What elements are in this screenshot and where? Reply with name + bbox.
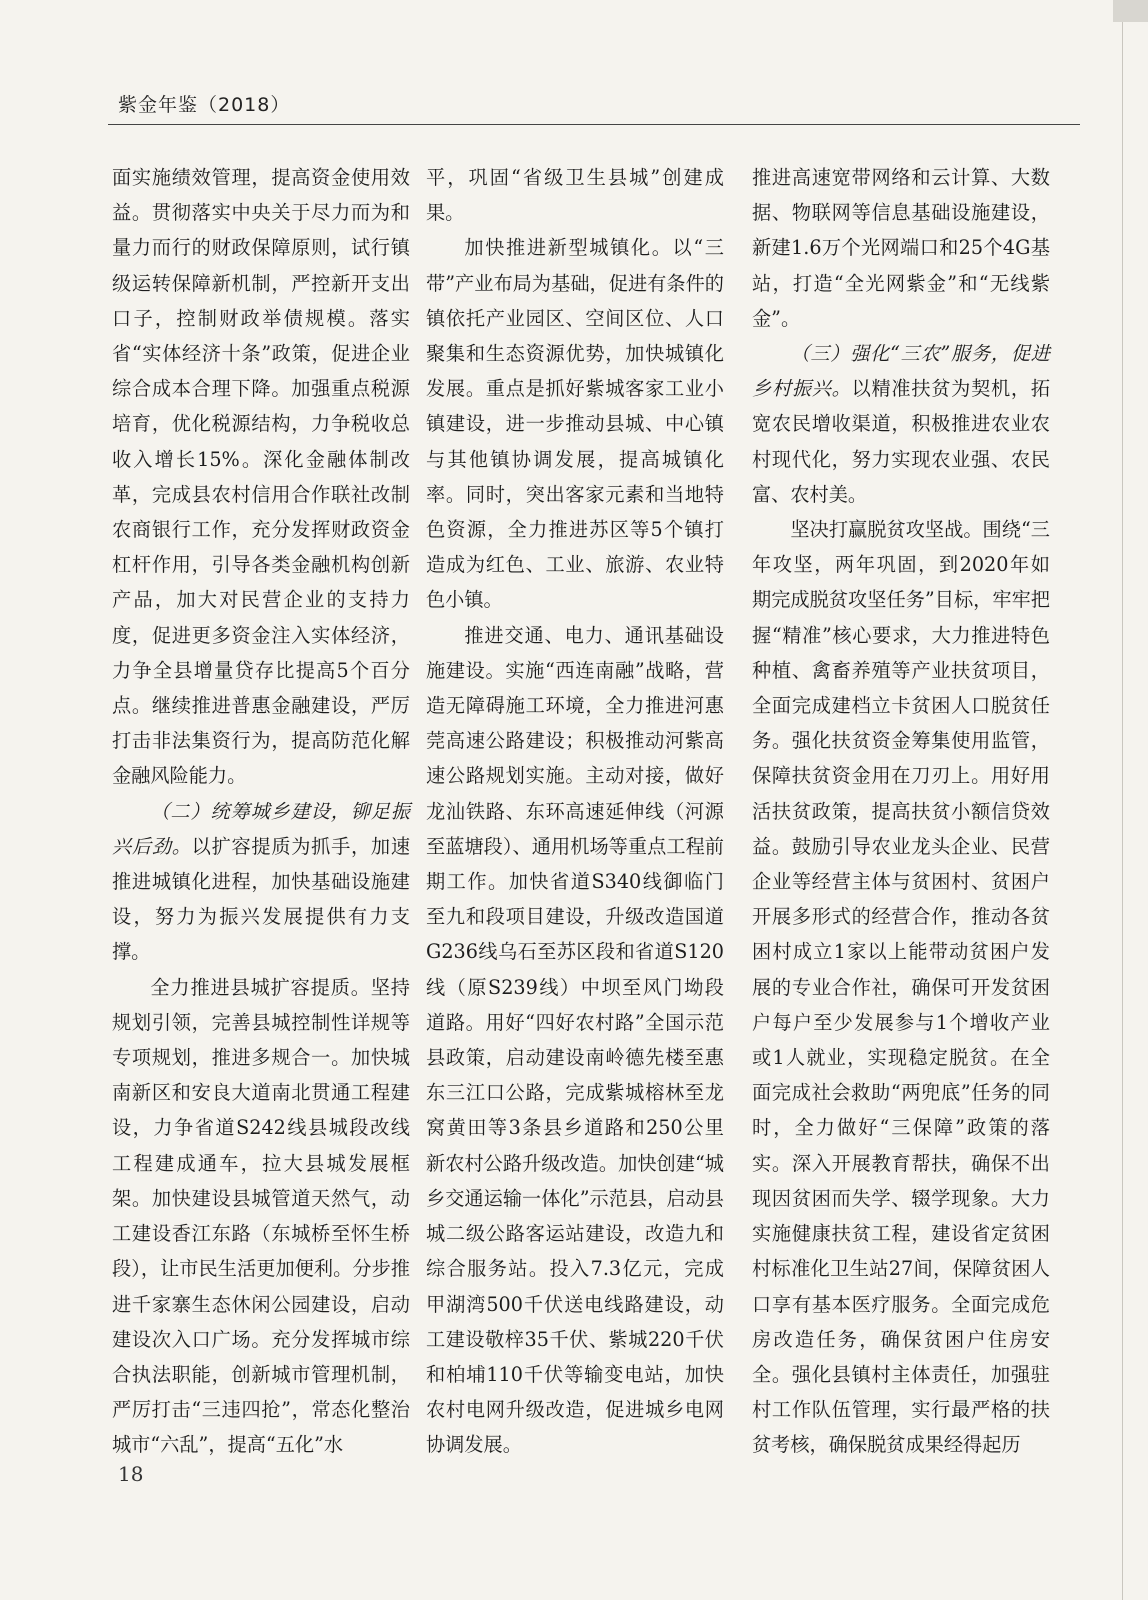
- paragraph: 加快推进新型城镇化。以“三带”产业布局为基础，促进有条件的镇依托产业园区、空间区位、人口聚集和生态资源优势，加快城镇化发展。重点是抓好紫城客家工业小镇建设，进一步推动县城、中心镇与其他镇协调发展，提高城镇化率。同时，突出客家元素和当地特色资源，全力推进苏区等5个镇打造成为红色、工业、旅游、农业特色小镇。: [426, 236, 724, 612]
- section-body: 以精准扶贫为契机，拓宽农民增收渠道，积极推进农业农村现代化，努力实现农业强、农民富、农村美。: [752, 377, 1051, 506]
- running-header: 紫金年鉴（2018）: [118, 94, 291, 116]
- section-paragraph: [112, 794, 410, 970]
- section-heading: （二）统筹城乡建设，铆足振兴后劲。: [112, 799, 410, 858]
- header-rule: [108, 124, 1080, 125]
- paragraph: 面实施绩效管理，提高资金使用效益。贯彻落实中央关于尽力而为和量力而行的财政保障原则，试行镇级运转保障新机制，严控新开支出口子，控制财政举债规模。落实省“实体经济十条”政策，促进企业综合成本合理下降。加强重点税源培育，优化税源结构，力争税收总收入增长15%。深化金融体制改革，完成县农村信用合作联社改制农商银行工作，充分发挥财政资金杠杆作用，引导各类金融机构创新产品，加大对民营企业的支持力度，促进更多资金注入实体经济，力争全县增量贷存比提高5个百分点。继续推进普惠金融建设，严厉打击非法集资行为，提高防范化解金融风险能力。: [112, 166, 410, 788]
- scan-edge-line: [1122, 22, 1123, 1600]
- paragraph: 推进高速宽带网络和云计算、大数据、物联网等信息基础设施建设，新建1.6万个光网端口和25个4G基站，打造“全光网紫金”和“无线紫金”。: [752, 166, 1050, 330]
- section-body: 以扩容提质为抓手，加速推进城镇化进程，加快基础设施建设，努力为振兴发展提供有力支撑。: [112, 834, 411, 964]
- paragraph: 推进交通、电力、通讯基础设施建设。实施“西连南融”战略，营造无障碍施工环境，全力推进河惠莞高速公路建设；积极推动河紫高速公路规划实施。主动对接，做好龙汕铁路、东环高速延伸线（河源至蓝塘段）、通用机场等重点工程前期工作。加快省道S340线御临门至九和段项目建设，升级改造国道G236线乌石至苏区段和省道S120线（原S239线）中坝至风门坳段道路。用好“四好农村路”全国示范县政策，启动建设南岭德先楼至惠东三江口公路，完成紫城榕林至龙窝黄田等3条县乡道路和250公里新农村公路升级改造。加快创建“城乡交通运输一体化”示范县，启动县城二级公路客运站建设，改造九和综合服务站。投入7.3亿元，完成甲湖湾500千伏送电线路建设，动工建设敬梓35千伏、紫城220千伏和柏埔110千伏等输变电站，加快农村电网升级改造，促进城乡电网协调发展。: [426, 623, 724, 1457]
- paragraph: 坚决打赢脱贫攻坚战。围绕“三年攻坚，两年巩固，到2020年如期完成脱贫攻坚任务”目标，牢牢把握“精准”核心要求，大力推进特色种植、禽畜养殖等产业扶贫项目，全面完成建档立卡贫困人口脱贫任务。强化扶贫资金筹集使用监管，保障扶贫资金用在刀刃上。用好用活扶贫政策，提高扶贫小额信贷效益。鼓励引导农业龙头企业、民营企业等经营主体与贫困村、贫困户开展多形式的经营合作，推动各贫困村成立1家以上能带动贫困户发展的专业合作社，确保可开发贫困户每户至少发展参与1个增收产业或1人就业，实现稳定脱贫。在全面完成社会救助“两兜底”任务的同时，全力做好“三保障”政策的落实。深入开展教育帮扶，确保不出现因贫困而失学、辍学现象。大力实施健康扶贫工程，建设省定贫困村标准化卫生站27间，保障贫困人口享有基本医疗服务。全面完成危房改造任务，确保贫困户住房安全。强化县镇村主体责任，加强驻村工作队伍管理，实行最严格的扶贫考核，确保脱贫成果经得起历: [752, 518, 1050, 1457]
- paragraph: 平，巩固“省级卫生县城”创建成果。: [426, 166, 724, 225]
- section-heading: （三）强化“三农”服务，促进乡村振兴。: [752, 342, 1050, 401]
- page-number: 18: [118, 1462, 144, 1486]
- paragraph: 全力推进县城扩容提质。坚持规划引领，完善县城控制性详规等专项规划，推进多规合一。加快城南新区和安良大道南北贯通工程建设，力争省道S242线县城段改线工程建成通车，拉大县城发展框架。加快建设县城管道天然气，动工建设香江东路（东城桥至怀生桥段），让市民生活更加便利。分步推进千家寨生态休闲公园建设，启动建设次入口广场。充分发挥城市综合执法职能，创新城市管理机制，严厉打击“三违四抢”，常态化整治城市“六乱”，提高“五化”水: [112, 975, 410, 1457]
- text-column-3: [752, 160, 1050, 1463]
- text-column-1: [112, 160, 410, 1463]
- scan-corner-mark: [1113, 0, 1148, 22]
- section-paragraph: [752, 336, 1050, 512]
- text-column-2: [426, 160, 724, 1463]
